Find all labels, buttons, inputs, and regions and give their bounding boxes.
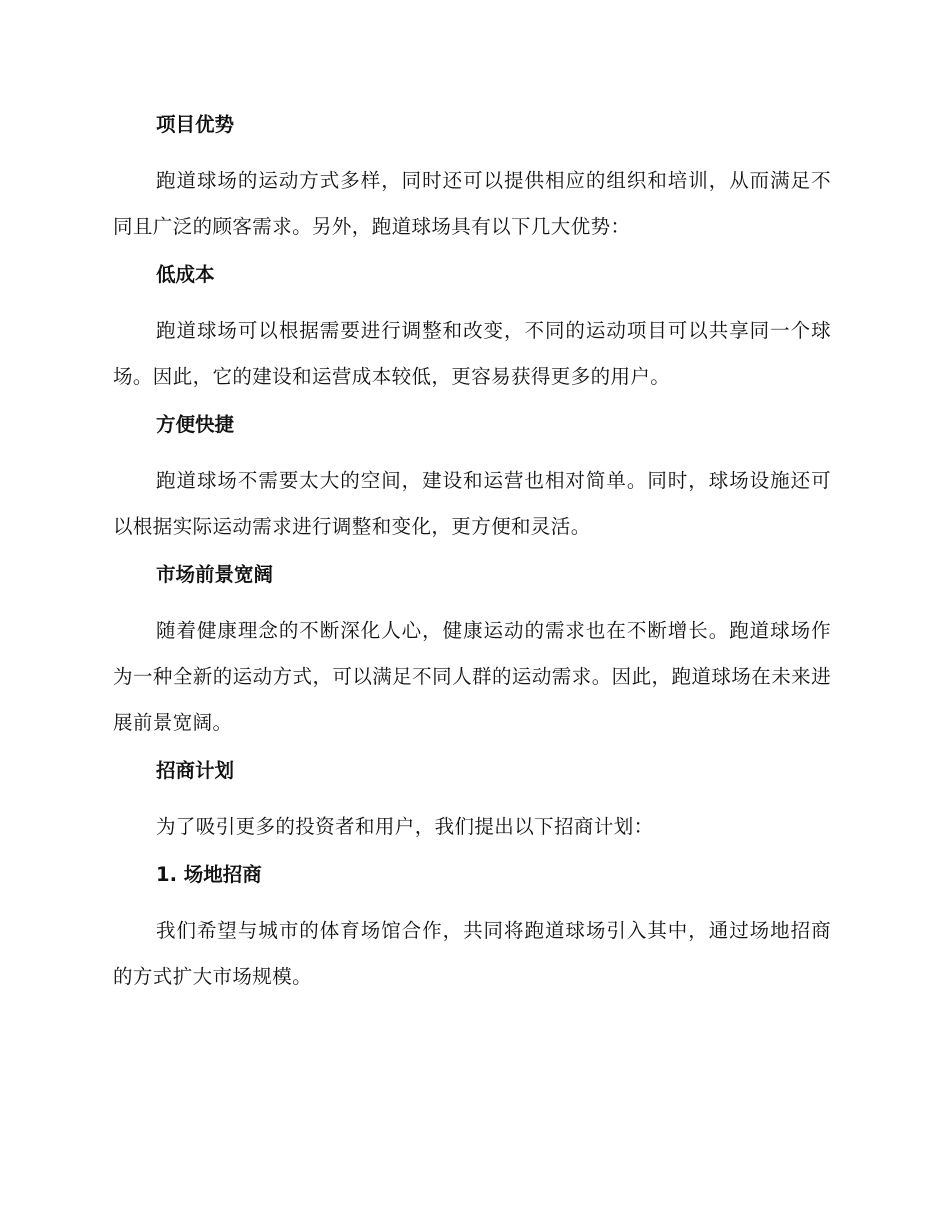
section-heading: 1. 场地招商	[156, 863, 262, 886]
section-paragraph: 跑道球场可以根据需要进行调整和改变，不同的运动项目可以共享同一个球场。因此，它的建设和运营成本较低，更容易获得更多的用户。	[113, 319, 831, 388]
section-venue-investment	[113, 858, 831, 1000]
section-advantages	[113, 108, 831, 250]
section-heading: 市场前景宽阔	[156, 563, 274, 586]
section-paragraph: 为了吸引更多的投资者和用户，我们提出以下招商计划：	[156, 815, 654, 838]
section-paragraph: 我们希望与城市的体育场馆合作，共同将跑道球场引入其中，通过场地招商的方式扩大市场规模。	[113, 919, 831, 988]
section-heading: 低成本	[156, 263, 215, 286]
section-paragraph: 随着健康理念的不断深化人心，健康运动的需求也在不断增长。跑道球场作为一种全新的运动方式，可以满足不同人群的运动需求。因此，跑道球场在未来进展前景宽阔。	[113, 619, 831, 734]
section-heading: 方便快捷	[156, 413, 235, 436]
section-heading: 项目优势	[156, 113, 235, 136]
section-paragraph: 跑道球场的运动方式多样，同时还可以提供相应的组织和培训，从而满足不同且广泛的顾客需求。另外，跑道球场具有以下几大优势：	[113, 169, 831, 238]
section-low-cost	[113, 258, 831, 400]
section-investment-plan	[113, 754, 831, 850]
section-market-outlook	[113, 558, 831, 746]
section-paragraph: 跑道球场不需要太大的空间，建设和运营也相对简单。同时，球场设施还可以根据实际运动需求进行调整和变化，更方便和灵活。	[113, 469, 831, 538]
section-convenience	[113, 408, 831, 550]
document-page	[113, 108, 831, 1008]
section-heading: 招商计划	[156, 759, 235, 782]
